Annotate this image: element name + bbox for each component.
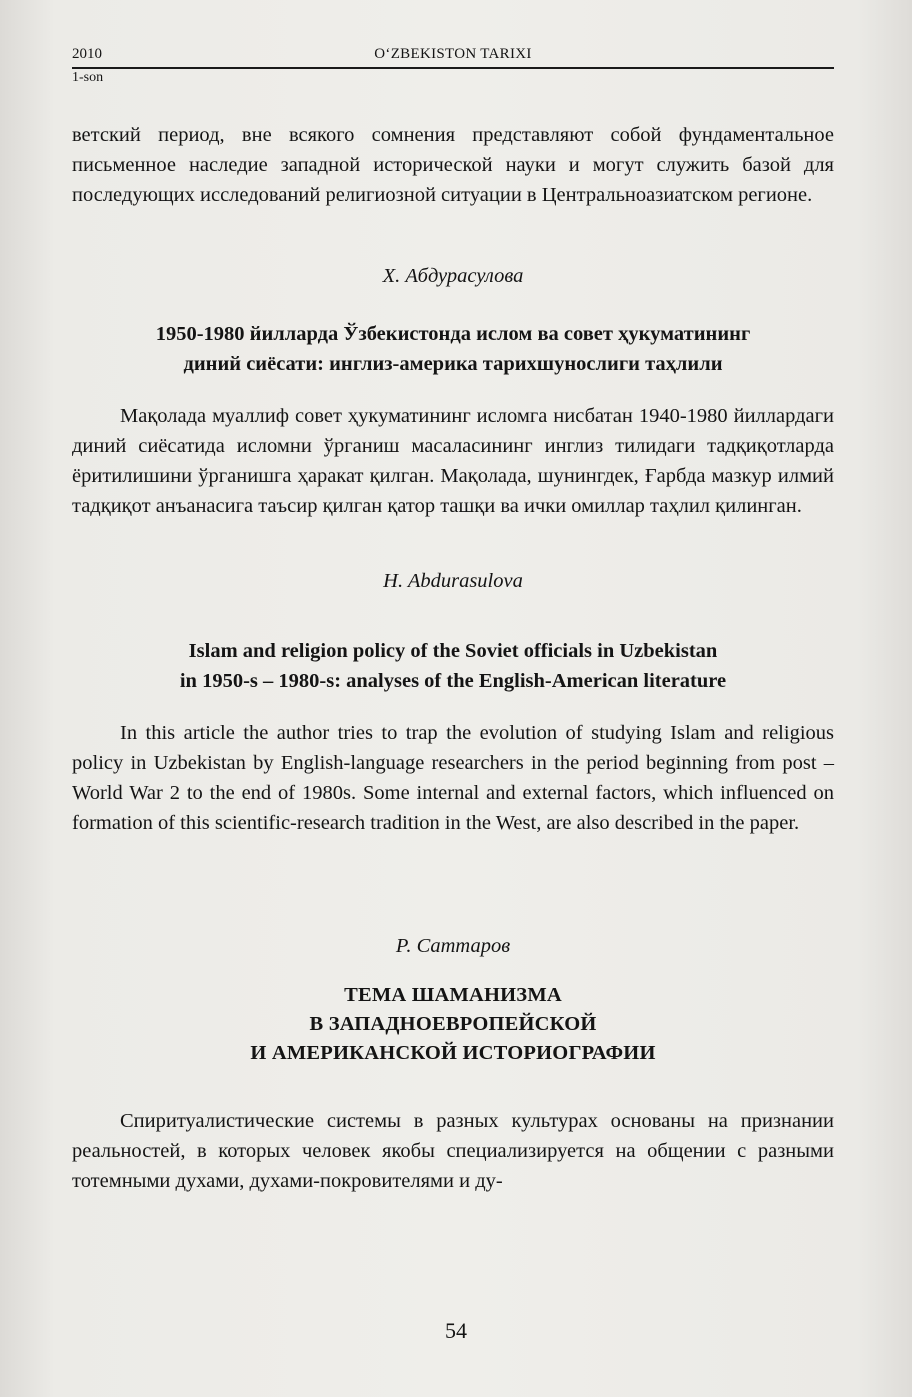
article-title-english-line2: in 1950-s – 1980-s: analyses of the English-American literature — [179, 669, 727, 692]
running-header — [72, 46, 834, 86]
header-year: 2010 — [72, 46, 102, 62]
article-title-english-line1: Islam and religion policy of the Soviet officials in Uzbekistan — [188, 639, 718, 662]
article-title-russian-line3: И АМЕРИКАНСКОЙ ИСТОРИОГРАФИИ — [250, 1041, 656, 1064]
article-title-uzbek-line1: 1950-1980 йилларда Ўзбекистонда ислом ва совет ҳукуматининг — [155, 322, 751, 345]
article-title-russian-line1: ТЕМА ШАМАНИЗМА — [344, 983, 562, 1006]
page-content — [72, 120, 834, 1196]
abstract-english: In this article the author tries to trap the evolution of studying Islam and religious policy in Uzbekistan by English-language researchers in the period beginning from post – World War 2 to the end of 1980s. Some internal and external factors, which influenced on formation of this scientific-research tradition in the West, are also described in the paper. — [72, 721, 834, 835]
header-journal-title: O‘ZBEKISTON TARIXI — [374, 46, 532, 62]
abstract-uzbek: Мақолада муаллиф совет ҳукуматининг исломга нисбатан 1940-1980 йиллардаги диний сиёсатида исломни ўрганиш масаласининг инглиз тилидаги тадқиқотларда ёритилишини ўрганишга ҳаракат қилган. Мақолада, шунингдек, Ғарбда мазкур илмий тадқиқот анъанасига таъсир қилган қатор ташқи ва ички омиллар таҳлил қилинган. — [72, 404, 834, 518]
author-sattarov: Р. Саттаров — [395, 934, 511, 957]
author-abdurasulova-cyrillic: Х. Абдурасулова — [382, 264, 524, 287]
page-number: 54 — [445, 1318, 467, 1343]
article-title-russian-line2: В ЗАПАДНОЕВРОПЕЙСКОЙ — [309, 1012, 597, 1035]
continued-paragraph: ветский период, вне всякого сомнения представляют собой фундаментальное письменное наследие западной исторической науки и могут служить базой для последующих исследований религиозной ситуации в Центральноазиатском регионе. — [72, 124, 834, 207]
header-rule — [72, 67, 834, 69]
author-abdurasulova-latin: H. Abdurasulova — [383, 569, 523, 592]
body-paragraph-russian: Спиритуалистические системы в разных культурах основаны на признании реальностей, в которых человек якобы специализируется на общении с разными тотемными духами, духами-покровителями и ду- — [72, 1109, 834, 1193]
header-issue: 1-son — [72, 70, 104, 85]
article-title-uzbek-line2: диний сиёсати: инглиз-америка тарихшунослиги таҳлили — [183, 352, 723, 375]
